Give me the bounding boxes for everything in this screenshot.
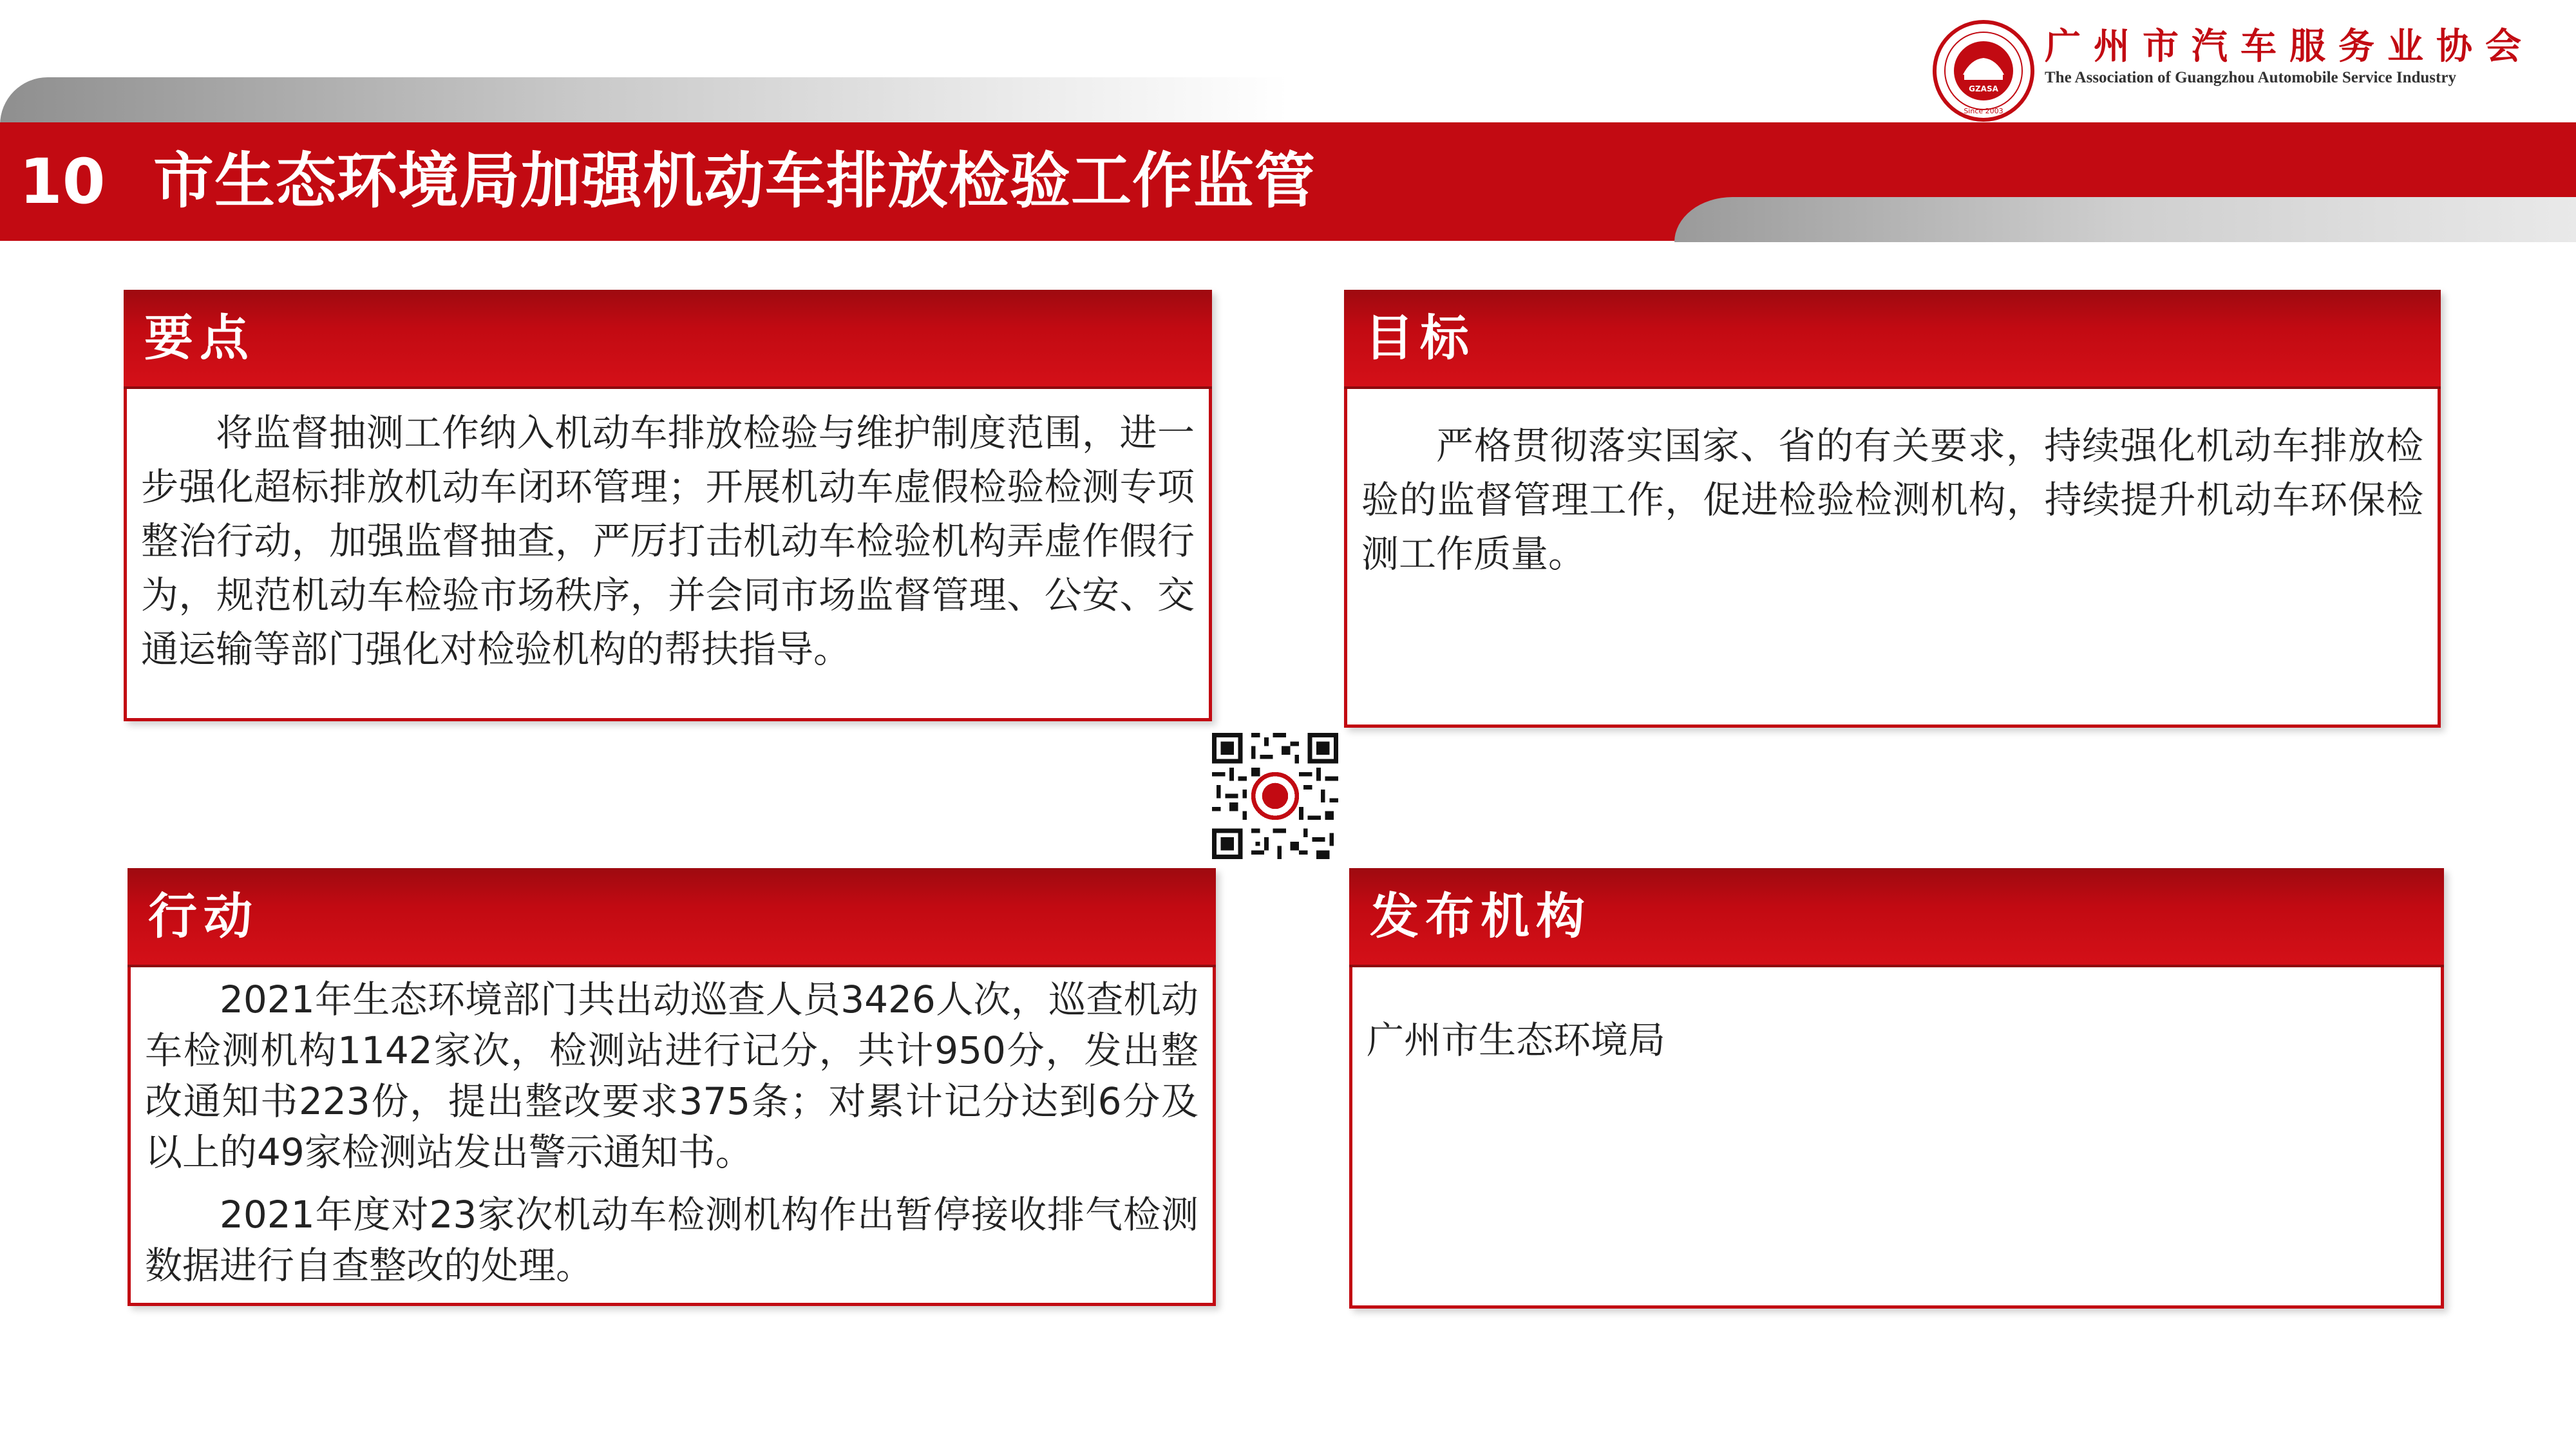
panel-goal	[1344, 290, 2441, 728]
panel-action	[128, 868, 1216, 1306]
association-seal-icon	[1932, 19, 2035, 122]
organization-name-en: The Association of Guangzhou Automobile Service Industry	[2045, 69, 2456, 86]
seal-abbreviation: GZASA	[1969, 84, 1998, 93]
qr-code-icon	[1212, 733, 1338, 859]
seal-since: Since 2003	[1964, 107, 2003, 115]
panel-action-header	[128, 868, 1216, 967]
panel-issuer-title: 发布机构	[1370, 887, 1591, 945]
title-grey-swoosh	[1674, 197, 2576, 242]
panel-goal-header	[1344, 290, 2441, 389]
panel-action-title: 行动	[148, 887, 259, 945]
panel-issuer-body	[1367, 1013, 2427, 1067]
panel-issuer	[1349, 868, 2444, 1309]
panel-issuer-header	[1349, 868, 2444, 967]
header-grey-band	[0, 77, 1288, 125]
panel-key-points-header	[124, 290, 1212, 389]
panel-key-points	[124, 290, 1212, 721]
panel-action-paragraph-2: 2021年度对23家次机动车检测机构作出暂停接收排气检测数据进行自查整改的处理。	[145, 1193, 1198, 1287]
issuer-name: 广州市生态环境局	[1367, 1018, 1666, 1062]
panel-key-points-body	[141, 406, 1195, 676]
panel-key-points-title: 要点	[144, 309, 255, 366]
section-number: 10	[19, 146, 106, 218]
panel-goal-body	[1361, 419, 2423, 581]
organization-name-cn: 广州市汽车服务业协会	[2045, 26, 2534, 68]
panel-action-paragraph-1: 2021年生态环境部门共出动巡查人员3426人次，巡查机动车检测机构1142家次，检测站进行记分，共计950分，发出整改通知书223份，提出整改要求375条；对累计记分达到6分及以上的49家检测站发出警示通知书。	[145, 978, 1198, 1174]
panel-key-points-paragraph: 将监督抽测工作纳入机动车排放检验与维护制度范围，进一步强化超标排放机动车闭环管理；开展机动车虚假检验检测专项整治行动，加强监督抽查，严厉打击机动车检验机构弄虚作假行为，规范机动车检验市场秩序，并会同市场监督管理、公安、交通运输等部门强化对检验机构的帮扶指导。	[141, 411, 1195, 671]
panel-goal-paragraph: 严格贯彻落实国家、省的有关要求，持续强化机动车排放检验的监督管理工作，促进检验检测机构，持续提升机动车环保检测工作质量。	[1361, 424, 2423, 576]
panel-action-body	[145, 974, 1198, 1291]
panel-goal-title: 目标	[1365, 309, 1475, 366]
page-title: 市生态环境局加强机动车排放检验工作监管	[153, 146, 1316, 216]
